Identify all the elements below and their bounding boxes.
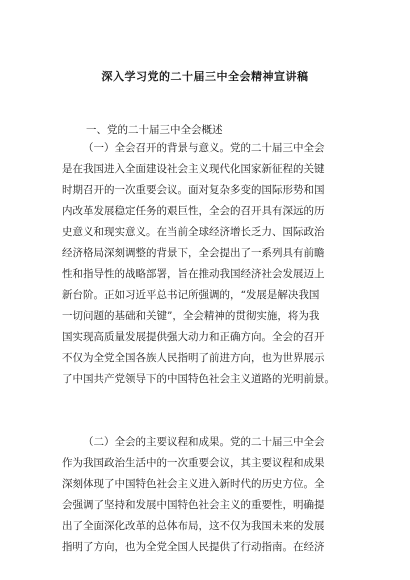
text-line: 新台阶。正如习近平总书记所强调的，“发展是解决我国: [62, 289, 320, 301]
text-line: （二）全会的主要议程和成果。党的二十届三中全会: [83, 436, 325, 448]
text-line: 会强调了坚持和发展中国特色社会主义的重要性，明确提: [62, 499, 325, 511]
text-line: （一）全会召开的背景与意义。党的二十届三中全会: [83, 142, 325, 154]
text-line: 不仅为全党全国各族人民指明了前进方向，也为世界展示: [62, 352, 325, 364]
text-line: 内改革发展稳定任务的艰巨性，全会的召开具有深远的历: [62, 205, 325, 217]
document-title: 深入学习党的二十届三中全会精神宣讲稿: [101, 70, 309, 83]
text-line: 史意义和现实意义。在当前全球经济增长乏力、国际政治: [62, 226, 325, 238]
text-line: 国实现高质量发展提供强大动力和正确方向。全会的召开: [62, 331, 325, 343]
text-line: 指明了方向，也为全党全国人民提供了行动指南。在经济: [62, 541, 325, 553]
section-heading: 一、党的二十届三中全会概述: [86, 124, 223, 136]
text-line: 性和指导性的战略部署，旨在推动我国经济社会发展迈上: [62, 268, 325, 280]
paragraph-agenda: [62, 432, 348, 558]
text-line: 深刻体现了中国特色社会主义进入新时代的历史方位。全: [62, 478, 325, 490]
text-line: 时期召开的一次重要会议。面对复杂多变的国际形势和国: [62, 184, 325, 196]
paragraph-background: [62, 138, 348, 390]
text-line: 作为我国政治生活中的一次重要会议，其主要议程和成果: [62, 457, 325, 469]
text-line: 经济格局深刻调整的背景下，全会提出了一系列具有前瞻: [62, 247, 325, 259]
text-line: 是在我国进入全面建设社会主义现代化国家新征程的关键: [62, 163, 325, 175]
text-line: 出了全面深化改革的总体布局，这不仅为我国未来的发展: [62, 520, 325, 532]
text-line: 一切问题的基础和关键”，全会精神的贯彻实施，将为我: [62, 310, 320, 322]
text-line: 了中国共产党领导下的中国特色社会主义道路的光明前景。: [62, 373, 335, 385]
